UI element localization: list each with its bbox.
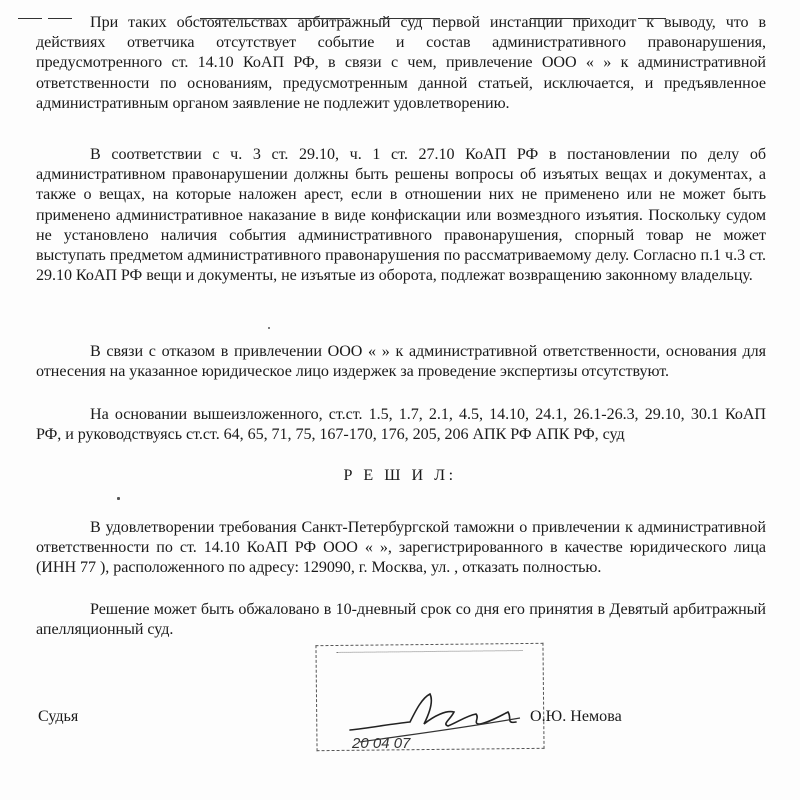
paragraph-text: В удовлетворении требования Санкт-Петербургской таможни о привлечении к административной ответственности по ст. 14.10 КоАП РФ ООО « », зарегистрированного в качестве юридического лица (ИНН 77 ), расположенного по адресу: 129090, г. Москва, ул. , отказать полностью.: [36, 519, 766, 577]
scan-speck: [268, 327, 270, 329]
paragraph-appeal: [36, 600, 766, 640]
paragraph-text: Решение может быть обжаловано в 10-дневный срок со дня его принятия в Девятый арбитражный апелляционный суд.: [36, 601, 766, 639]
stamp-date-text: 20 04 07: [352, 735, 411, 752]
decision-heading: Р Е Ш И Л:: [343, 467, 457, 484]
stamp-header-line: [337, 650, 523, 663]
judge-label: Судья: [38, 708, 79, 725]
paragraph-text: На основании вышеизложенного, ст.ст. 1.5, 1.7, 2.1, 4.5, 14.10, 24.1, 26.1-26.3, 29.10, 30.1 КоАП РФ, и руководствуясь ст.ст. 64, 65, 71, 75, 167-170, 176, 205, 206 АПК РФ АПК РФ, суд: [36, 406, 766, 444]
paragraph-text: В соответствии с ч. 3 ст. 29.10, ч. 1 ст. 27.10 КоАП РФ в постановлении по делу об административном правонарушении должны быть решены вопросы об изъятых вещах и документах, а также о вещах, на которые наложен арест, если в отношении них не применено или не может быть применено административное наказание в виде конфискации или возмездного изъятия. Поскольку судом не установлено наличия события административного правонарушения, спорный товар не может выступать предметом административного правонарушения по рассматриваемому делу. Согласно п.1 ч.3 ст. 29.10 КоАП РФ вещи и документы, не изъятые из оборота, подлежат возвращению законному владельцу.: [36, 146, 766, 285]
paragraph-expertise-costs: [36, 342, 766, 382]
judge-name: О.Ю. Немова: [530, 708, 622, 725]
paragraph-text: В связи с отказом в привлечении ООО « » к административной ответственности, основания для отнесения на указанное юридическое лицо издержек за проведение экспертизы отсутствуют.: [36, 343, 766, 381]
paragraph-legal-basis: [36, 405, 766, 445]
paragraph-text: При таких обстоятельствах арбитражный суд первой инстанции приходит к выводу, что в действиях ответчика отсутствует событие и состав административного правонарушения, предусмотренного ст. 14.10 КоАП РФ, в связи с чем, привлечение ООО « » к административной ответственности по основаниям, предусмотренным данной статьей, исключается, и предъявленное административным органом заявление не подлежит удовлетворению.: [36, 14, 766, 112]
paragraph-conclusion: [36, 13, 766, 114]
scan-speck: [117, 497, 120, 500]
judge-signature: [330, 672, 540, 752]
paragraph-decision: [36, 518, 766, 579]
paragraph-seized-items: [36, 145, 766, 286]
